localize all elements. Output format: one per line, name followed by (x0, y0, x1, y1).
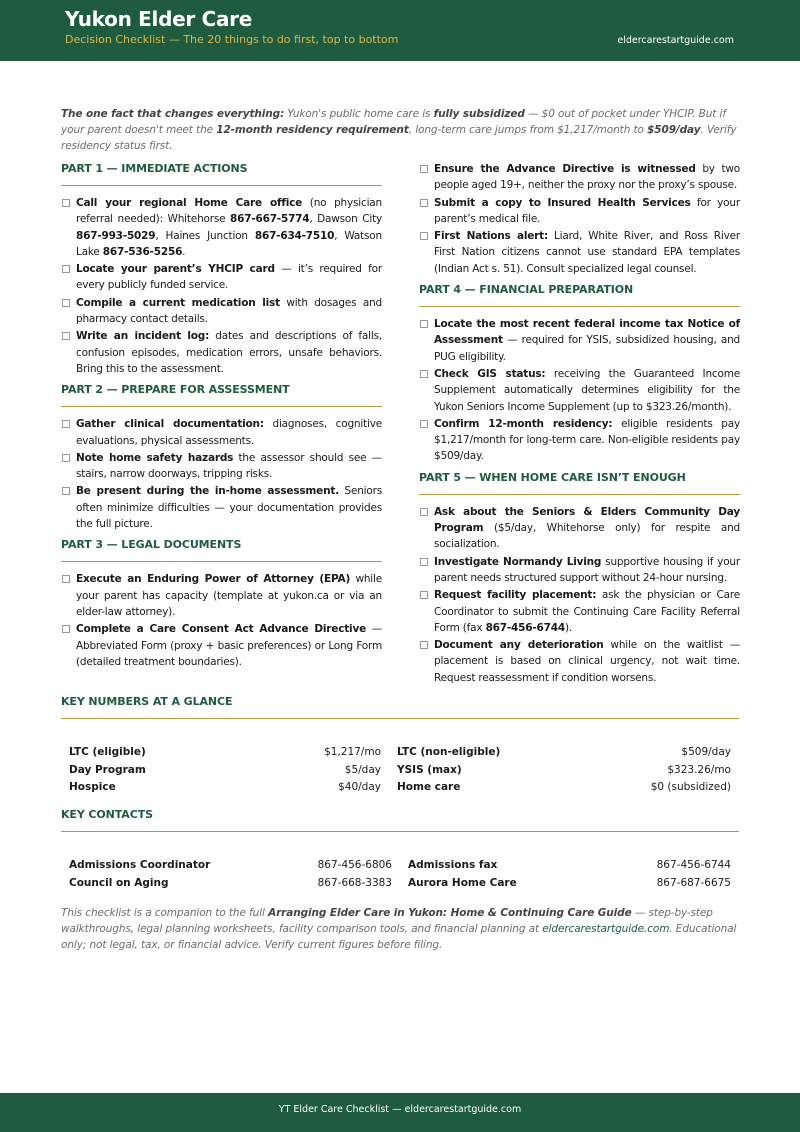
checklist-item: Locate your parent’s YHCIP card — it’s required for every publicly funded service. (61, 261, 382, 294)
intro-lead: The one fact that changes everything: (61, 108, 285, 120)
checklist-item: Ask about the Seniors & Elders Community Day Program ($5/day, Whitehorse only) for respite and socialization. (419, 504, 740, 553)
contacts-left (69, 857, 392, 892)
page-header (0, 0, 800, 61)
checkbox[interactable] (62, 332, 70, 340)
contact-row: Admissions Coordinator 867-456-6806 (69, 859, 392, 871)
checkbox[interactable] (420, 232, 428, 240)
checkbox[interactable] (420, 508, 428, 516)
part-5-title: PART 5 — WHEN HOME CARE ISN’T ENOUGH (419, 470, 740, 495)
checkbox[interactable] (62, 265, 70, 273)
page-subtitle: Decision Checklist — The 20 things to do first, top to bottom (65, 33, 399, 46)
checkbox[interactable] (62, 420, 70, 428)
key-number-row: Hospice $40/day (69, 781, 381, 794)
checklist-item: Investigate Normandy Living supportive housing if your parent needs structured support without 24-hour nursing. (419, 554, 740, 587)
checklist-item: First Nations alert: Liard, White River, and Ross River First Nation citizens cannot use standard EPA templates (Indian Act s. 51). Consult specialized legal counsel. (419, 228, 740, 277)
checklist-item: Note home safety hazards the assessor should see — stairs, narrow doorways, tripping risks. (61, 450, 382, 483)
checkbox[interactable] (420, 420, 428, 428)
intro-paragraph: The one fact that changes everything: Yukon's public home care is fully subsidized — $0 out of pocket under YHCIP. But if your parent doesn't meet the 12-month residency requirement, long-term care jumps from $1,217/month to $509/day. Verify residency status first. (61, 108, 737, 152)
key-numbers-right (397, 744, 731, 797)
key-number-row: LTC (non-eligible) $509/day (397, 746, 731, 758)
checkbox[interactable] (420, 320, 428, 328)
checklist-item: Submit a copy to Insured Health Services for your parent’s medical file. (419, 195, 740, 228)
checkbox[interactable] (420, 199, 428, 207)
key-number-row: LTC (eligible) $1,217/mo (69, 746, 381, 758)
checklist-item: Complete a Care Consent Act Advance Directive — Abbreviated Form (proxy + basic preferences) or Long Form (detailed treatment boundaries). (61, 621, 382, 670)
checklist-item: Confirm 12-month residency: eligible residents pay $1,217/month for long-term care. Non-eligible residents pay $509/day. (419, 416, 740, 465)
contact-row: Council on Aging 867-668-3383 (69, 876, 392, 889)
checkbox[interactable] (62, 487, 70, 495)
key-number-row: Home care $0 (subsidized) (397, 781, 731, 794)
companion-note: This checklist is a companion to the full Arranging Elder Care in Yukon: Home & Continuing Care Guide — step-by-step walkthroughs, legal planning worksheets, facility comparison tools, and financial planning at eldercarestartguide.com. Educational only; not legal, tax, or financial advice. Verify current figures before filing. (61, 907, 737, 951)
page-footer (0, 1093, 800, 1132)
part-4-title: PART 4 — FINANCIAL PREPARATION (419, 282, 740, 307)
part-2-title: PART 2 — PREPARE FOR ASSESSMENT (61, 382, 382, 407)
checkbox[interactable] (420, 370, 428, 378)
contacts-right (408, 857, 731, 892)
guide-title: Arranging Elder Care in Yukon: Home & Continuing Care Guide (268, 907, 632, 919)
checklist-item: Ensure the Advance Directive is witnessed by two people aged 19+, neither the proxy nor the proxy’s spouse. (419, 161, 740, 194)
contact-row: Admissions fax 867-456-6744 (408, 859, 731, 871)
key-numbers-left (69, 744, 381, 797)
key-number-row: YSIS (max) $323.26/mo (397, 763, 731, 776)
checklist-item: Write an incident log: dates and descriptions of falls, confusion episodes, medication errors, unsafe behaviors. Bring this to the assessment. (61, 328, 382, 377)
key-contacts-title: KEY CONTACTS (61, 807, 739, 832)
checkbox[interactable] (420, 165, 428, 173)
contact-row: Aurora Home Care 867-687-6675 (408, 876, 731, 889)
checkbox[interactable] (420, 558, 428, 566)
key-number-row: Day Program $5/day (69, 763, 381, 776)
left-column (61, 161, 382, 671)
checkbox[interactable] (62, 199, 70, 207)
page-title: Yukon Elder Care (65, 7, 252, 31)
checkbox[interactable] (62, 299, 70, 307)
checklist-item: Gather clinical documentation: diagnoses, cognitive evaluations, physical assessments. (61, 416, 382, 449)
checkbox[interactable] (62, 454, 70, 462)
checklist-item: Document any deterioration while on the waitlist — placement is based on clinical urgency, not wait time. Request reassessment if condition worsens. (419, 637, 740, 686)
checklist-item: Locate the most recent federal income tax Notice of Assessment — required for YSIS, subsidized housing, and PUG eligibility. (419, 316, 740, 365)
checkbox[interactable] (420, 591, 428, 599)
checkbox[interactable] (62, 575, 70, 583)
checklist-item: Compile a current medication list with dosages and pharmacy contact details. (61, 295, 382, 328)
header-url[interactable]: eldercarestartguide.com (617, 35, 734, 46)
key-numbers-title: KEY NUMBERS AT A GLANCE (61, 694, 739, 719)
guide-link[interactable]: eldercarestartguide.com (542, 923, 670, 935)
checkbox[interactable] (62, 625, 70, 633)
checklist-item: Check GIS status: receiving the Guaranteed Income Supplement automatically determines eligibility for the Yukon Seniors Income Supplement (up to $323.26/month). (419, 366, 740, 415)
checklist-item: Call your regional Home Care office (no physician referral needed): Whitehorse 867-667-5774, Dawson City 867-993-5029, Haines Junction 867-634-7510, Watson Lake 867-536-5256. (61, 195, 382, 260)
right-column (419, 161, 740, 687)
checklist-item: Request facility placement: ask the physician or Care Coordinator to submit the Continuing Care Facility Referral Form (fax 867-456-6744). (419, 587, 740, 636)
footer-text: YT Elder Care Checklist — eldercarestartguide.com (278, 1104, 522, 1115)
checklist-item: Execute an Enduring Power of Attorney (EPA) while your parent has capacity (template at yukon.ca or via an elder-law attorney). (61, 571, 382, 620)
part-3-title: PART 3 — LEGAL DOCUMENTS (61, 537, 382, 562)
checkbox[interactable] (420, 641, 428, 649)
part-1-title: PART 1 — IMMEDIATE ACTIONS (61, 161, 382, 186)
checklist-item: Be present during the in-home assessment. Seniors often minimize difficulties — your documentation provides the full picture. (61, 483, 382, 532)
